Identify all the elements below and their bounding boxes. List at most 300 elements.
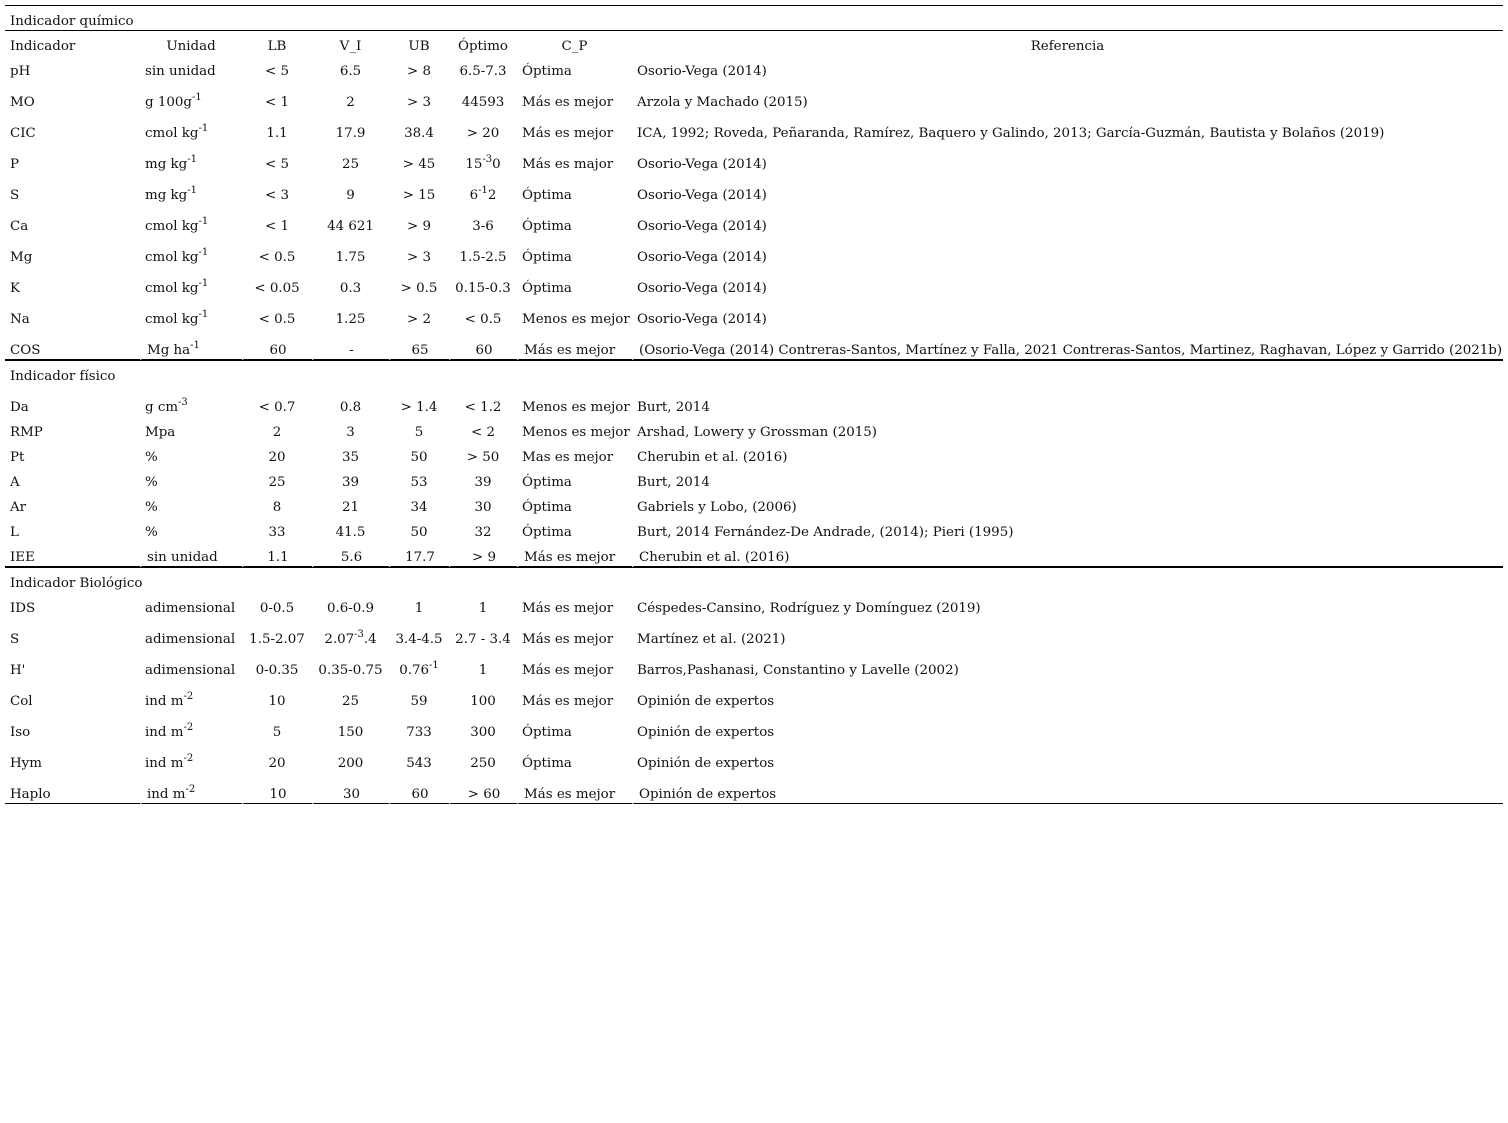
- cell-optimo: [449, 297, 517, 328]
- cell-lb: [242, 679, 312, 710]
- cell-indicador: [5, 466, 140, 491]
- table-row: [5, 592, 1503, 617]
- cell-optimo: [449, 592, 517, 617]
- vi: 39: [341, 475, 360, 490]
- optimo: 6.5-7.3: [459, 64, 507, 79]
- ub: 38.4: [404, 126, 434, 141]
- cell-ub: [389, 592, 449, 617]
- cell-lb: [242, 111, 312, 142]
- ub: 17.7: [405, 550, 435, 565]
- unidad: Mpa: [145, 425, 176, 440]
- cell-cp: [517, 385, 632, 416]
- lb-value: 5: [272, 725, 282, 740]
- indicador-value: Na: [10, 312, 30, 327]
- cell-referencia: [632, 55, 1503, 80]
- cell-indicador: [5, 516, 140, 541]
- cell-ub: [389, 297, 449, 328]
- header-cp: C_P: [561, 39, 588, 54]
- vi: 200: [337, 756, 364, 771]
- ub: 1: [414, 601, 424, 616]
- cell-ub: [389, 466, 449, 491]
- cell-optimo: [449, 466, 517, 491]
- cell-referencia: [632, 416, 1503, 441]
- referencia-value: Burt, 2014: [637, 400, 710, 415]
- cell-unidad: [140, 204, 242, 235]
- cell-ub: [389, 328, 449, 360]
- ub-exponent: -1: [429, 659, 439, 671]
- cell-lb: [242, 441, 312, 466]
- cp-value: Menos es mejor: [522, 425, 630, 440]
- cell-unidad: [140, 617, 242, 648]
- cell-vi: [312, 297, 389, 328]
- optimo: 1: [478, 663, 488, 678]
- cell-cp: [517, 541, 632, 567]
- lb-value: < 3: [265, 188, 289, 203]
- unidad: %: [145, 525, 158, 540]
- cell-lb: [242, 385, 312, 416]
- cp-value: Más es major: [522, 157, 614, 172]
- section-title: [5, 567, 1503, 592]
- unidad: adimensional: [145, 632, 236, 647]
- cell-referencia: [632, 741, 1503, 772]
- indicador-value: CIC: [10, 126, 36, 141]
- cell-lb: [242, 772, 312, 804]
- indicador-value: IEE: [10, 550, 35, 565]
- cell-vi: [312, 710, 389, 741]
- cell-optimo: [449, 617, 517, 648]
- cp-value: Óptima: [522, 475, 572, 490]
- unidad-exponent: -1: [190, 339, 200, 351]
- ub: > 8: [407, 64, 431, 79]
- table-row: [5, 204, 1503, 235]
- lb-value: 0-0.35: [255, 663, 299, 678]
- vi: 9: [346, 188, 355, 203]
- cell-indicador: [5, 541, 140, 567]
- cell-unidad: [140, 516, 242, 541]
- cell-optimo: [449, 541, 517, 567]
- unidad-exponent: -3: [178, 396, 188, 408]
- cell-vi: [312, 80, 389, 111]
- optimo: < 1.2: [464, 400, 502, 415]
- ub: 34: [410, 500, 428, 515]
- cell-lb: [242, 592, 312, 617]
- optimo: 1.5-2.5: [459, 250, 507, 265]
- optimo: 44593: [461, 95, 505, 110]
- vi: 44 621: [327, 219, 374, 234]
- cell-cp: [517, 741, 632, 772]
- cell-unidad: [140, 235, 242, 266]
- cell-vi: [312, 592, 389, 617]
- header-lb: LB: [267, 39, 287, 54]
- cell-unidad: [140, 266, 242, 297]
- cell-lb: [242, 266, 312, 297]
- cp-value: Óptima: [522, 281, 572, 296]
- optimo: 300: [470, 725, 496, 740]
- cell-ub: [389, 55, 449, 80]
- vi: 6.5: [339, 64, 362, 79]
- cell-cp: [517, 592, 632, 617]
- indicador-value: Ar: [10, 500, 27, 515]
- cell-cp: [517, 416, 632, 441]
- lb-value: < 0.5: [258, 250, 296, 265]
- optimo: 1: [478, 601, 488, 616]
- cell-unidad: [140, 491, 242, 516]
- ub: 53: [410, 475, 428, 490]
- ub: > 3: [407, 250, 431, 265]
- cell-unidad: [140, 328, 242, 360]
- cell-optimo: [449, 710, 517, 741]
- referencia-value: Cherubin et al. (2016): [637, 450, 788, 465]
- vi: 0.8: [339, 400, 362, 415]
- referencia-value: Martínez et al. (2021): [637, 632, 786, 647]
- cell-referencia: [632, 541, 1503, 567]
- unidad-base: ind m: [145, 725, 184, 740]
- section-title: [5, 5, 1503, 31]
- indicador-value: pH: [10, 64, 31, 79]
- ub: 733: [406, 725, 432, 740]
- cell-indicador: [5, 266, 140, 297]
- vi-exponent: -3: [354, 628, 364, 640]
- optimo: 32: [474, 525, 492, 540]
- referencia-value: Arzola y Machado (2015): [637, 95, 808, 110]
- lb-value: < 1: [265, 219, 289, 234]
- optimo: > 9: [472, 550, 496, 565]
- cell-referencia: [632, 297, 1503, 328]
- referencia-value: Cherubin et al. (2016): [639, 550, 790, 565]
- cp-value: Óptima: [522, 525, 572, 540]
- cell-indicador: [5, 55, 140, 80]
- cell-optimo: [449, 55, 517, 80]
- cell-unidad: [140, 416, 242, 441]
- lb-value: 10: [268, 694, 286, 709]
- cell-vi: [312, 111, 389, 142]
- cp-value: Óptima: [522, 250, 572, 265]
- optimo: > 50: [466, 450, 500, 465]
- ub: 50: [410, 525, 428, 540]
- cell-indicador: [5, 772, 140, 804]
- lb-value: 0-0.5: [259, 601, 295, 616]
- cell-referencia: [632, 142, 1503, 173]
- cell-cp: [517, 617, 632, 648]
- cell-lb: [242, 541, 312, 567]
- cell-vi: [312, 328, 389, 360]
- vi: 3: [346, 425, 355, 440]
- cell-indicador: [5, 491, 140, 516]
- cell-unidad: [140, 710, 242, 741]
- unidad: %: [145, 500, 158, 515]
- cell-vi: [312, 235, 389, 266]
- unidad-base: Mg ha: [147, 343, 191, 358]
- vi: 25: [341, 157, 360, 172]
- cp-value: Más es mejor: [524, 550, 616, 565]
- ub: 543: [406, 756, 432, 771]
- cell-vi: [312, 416, 389, 441]
- cell-ub: [389, 416, 449, 441]
- cp-value: Más es mejor: [522, 95, 614, 110]
- cell-referencia: [632, 710, 1503, 741]
- cell-unidad: [140, 441, 242, 466]
- unidad: sin unidad: [147, 550, 218, 565]
- unidad-base: ind m: [145, 756, 184, 771]
- cell-unidad: [140, 466, 242, 491]
- ub: 59: [410, 694, 428, 709]
- lb-value: 1.1: [267, 550, 289, 565]
- cell-optimo: [449, 173, 517, 204]
- table-row: [5, 385, 1503, 416]
- cell-cp: [517, 772, 632, 804]
- unidad-exponent: -1: [191, 91, 202, 103]
- indicador-value: S: [10, 632, 20, 647]
- vi: 41.5: [335, 525, 366, 540]
- cell-indicador: [5, 80, 140, 111]
- cp-value: Más es mejor: [524, 787, 616, 802]
- unidad-base: cmol kg: [145, 250, 199, 265]
- indicator-table: [5, 5, 1503, 804]
- cell-referencia: [632, 235, 1503, 266]
- cell-optimo: [449, 416, 517, 441]
- indicador-value: Iso: [10, 725, 31, 740]
- unidad-exponent: -1: [187, 153, 197, 165]
- lb-value: 25: [268, 475, 286, 490]
- optimo-tail: 2: [487, 188, 497, 203]
- vi: 0.6-0.9: [326, 601, 375, 616]
- ub: > 1.4: [400, 400, 438, 415]
- vi-base: 2.07: [324, 632, 355, 647]
- cell-optimo: [449, 80, 517, 111]
- table-row: [5, 466, 1503, 491]
- lb-value: 33: [268, 525, 286, 540]
- referencia-value: Opinión de expertos: [637, 725, 775, 740]
- cell-cp: [517, 111, 632, 142]
- cell-ub: [389, 491, 449, 516]
- unidad-exponent: -1: [198, 246, 209, 258]
- referencia-value: ICA, 1992; Roveda, Peñaranda, Ramírez, Baquero y Galindo, 2013; García-Guzmán, Bautista y Bolaños (2019): [637, 126, 1385, 141]
- unidad-exponent: -2: [183, 752, 194, 764]
- indicador-value: Ca: [10, 219, 29, 234]
- cell-referencia: [632, 204, 1503, 235]
- table-row: [5, 416, 1503, 441]
- cp-value: Óptima: [522, 219, 572, 234]
- section-title-text: Indicador Biológico: [10, 576, 143, 591]
- cell-indicador: [5, 441, 140, 466]
- cell-cp: [517, 266, 632, 297]
- cell-referencia: [632, 617, 1503, 648]
- cell-ub: [389, 516, 449, 541]
- table-row: [5, 328, 1503, 360]
- header-vi: V_I: [339, 39, 362, 54]
- optimo-base: 15: [465, 157, 483, 172]
- cell-vi: [312, 491, 389, 516]
- cell-optimo: [449, 385, 517, 416]
- optimo-exponent: -3: [482, 153, 493, 165]
- cp-value: Mas es mejor: [522, 450, 614, 465]
- vi: 17.9: [335, 126, 366, 141]
- header-optimo: Óptimo: [458, 39, 508, 54]
- unidad-exponent: -1: [198, 215, 209, 227]
- vi: 30: [342, 787, 361, 802]
- unidad-base: g 100g: [145, 95, 192, 110]
- unidad: adimensional: [145, 601, 236, 616]
- unidad-base: cmol kg: [145, 281, 199, 296]
- cell-unidad: [140, 592, 242, 617]
- optimo: 60: [475, 343, 493, 358]
- cell-unidad: [140, 741, 242, 772]
- referencia-value: Osorio-Vega (2014): [637, 281, 767, 296]
- lb-value: 20: [268, 450, 286, 465]
- cell-cp: [517, 80, 632, 111]
- header-indicador: Indicador: [10, 39, 76, 54]
- cell-lb: [242, 328, 312, 360]
- cell-ub: [389, 204, 449, 235]
- optimo: 2.7 - 3.4: [455, 632, 511, 647]
- indicador-value: Mg: [10, 250, 33, 265]
- ub: 3.4-4.5: [395, 632, 443, 647]
- unidad-exponent: -1: [187, 184, 197, 196]
- unidad-base: ind m: [145, 694, 184, 709]
- ub: 65: [411, 343, 429, 358]
- section-title-text: Indicador físico: [10, 369, 116, 384]
- lb-value: 1.5-2.07: [249, 632, 305, 647]
- cell-vi: [312, 466, 389, 491]
- optimo-base: 6: [469, 188, 479, 203]
- ub: 5: [414, 425, 424, 440]
- cell-indicador: [5, 592, 140, 617]
- optimo: 250: [470, 756, 496, 771]
- unidad-exponent: -1: [198, 122, 209, 134]
- cell-indicador: [5, 204, 140, 235]
- cp-value: Óptima: [522, 188, 572, 203]
- unidad: %: [145, 450, 158, 465]
- cell-unidad: [140, 385, 242, 416]
- optimo-tail: 0: [492, 157, 501, 172]
- cp-value: Más es mejor: [522, 663, 614, 678]
- ub: > 2: [407, 312, 431, 327]
- indicador-value: IDS: [10, 601, 36, 616]
- lb-value: < 0.7: [258, 400, 296, 415]
- cell-optimo: [449, 679, 517, 710]
- referencia-value: Osorio-Vega (2014): [637, 64, 767, 79]
- cell-indicador: [5, 111, 140, 142]
- cell-indicador: [5, 416, 140, 441]
- table-row: [5, 142, 1503, 173]
- unidad-base: mg kg: [145, 188, 188, 203]
- section-header-row: [5, 5, 1503, 31]
- cell-optimo: [449, 328, 517, 360]
- unidad-exponent: -2: [183, 690, 194, 702]
- optimo: 30: [474, 500, 492, 515]
- optimo: 3-6: [472, 219, 494, 234]
- referencia-value: Arshad, Lowery y Grossman (2015): [637, 425, 878, 440]
- cell-referencia: [632, 80, 1503, 111]
- cell-indicador: [5, 741, 140, 772]
- cell-optimo: [449, 111, 517, 142]
- indicador-value: H': [10, 663, 26, 678]
- cell-referencia: [632, 328, 1503, 360]
- cell-lb: [242, 648, 312, 679]
- ub: > 0.5: [400, 281, 438, 296]
- cell-optimo: [449, 266, 517, 297]
- cell-lb: [242, 710, 312, 741]
- ub: > 45: [402, 157, 436, 172]
- vi: -: [349, 343, 354, 358]
- cell-indicador: [5, 173, 140, 204]
- cell-optimo: [449, 142, 517, 173]
- cell-ub: [389, 235, 449, 266]
- cell-ub: [389, 142, 449, 173]
- cp-value: Óptima: [522, 64, 572, 79]
- table-row: [5, 617, 1503, 648]
- table-row: [5, 679, 1503, 710]
- table-row: [5, 297, 1503, 328]
- lb-value: 20: [268, 756, 286, 771]
- cell-vi: [312, 516, 389, 541]
- table-row: [5, 111, 1503, 142]
- optimo: 39: [474, 475, 492, 490]
- vi: 0.3: [339, 281, 362, 296]
- cell-lb: [242, 142, 312, 173]
- section-header-row: [5, 567, 1503, 592]
- cell-ub: [389, 385, 449, 416]
- cell-ub: [389, 679, 449, 710]
- cell-indicador: [5, 235, 140, 266]
- cell-cp: [517, 648, 632, 679]
- cell-vi: [312, 266, 389, 297]
- cell-ub: [389, 617, 449, 648]
- indicador-value: L: [10, 525, 19, 540]
- cell-cp: [517, 466, 632, 491]
- referencia-value: Osorio-Vega (2014): [637, 312, 767, 327]
- table-row: [5, 491, 1503, 516]
- cell-vi: [312, 772, 389, 804]
- cell-indicador: [5, 385, 140, 416]
- referencia-value: Osorio-Vega (2014): [637, 250, 767, 265]
- cell-referencia: [632, 679, 1503, 710]
- cell-lb: [242, 235, 312, 266]
- cp-value: Óptima: [522, 725, 572, 740]
- cell-cp: [517, 679, 632, 710]
- cell-cp: [517, 142, 632, 173]
- cell-optimo: [449, 772, 517, 804]
- table-row: [5, 80, 1503, 111]
- referencia-value: (Osorio-Vega (2014) Contreras-Santos, Martínez y Falla, 2021 Contreras-Santos, Martinez, Raghavan, López y Garrido (2021b): [639, 343, 1503, 358]
- cell-lb: [242, 416, 312, 441]
- cell-vi: [312, 142, 389, 173]
- cell-unidad: [140, 772, 242, 804]
- cell-referencia: [632, 648, 1503, 679]
- cp-value: Más es mejor: [524, 343, 616, 358]
- table-row: [5, 772, 1503, 804]
- cell-referencia: [632, 385, 1503, 416]
- cell-indicador: [5, 617, 140, 648]
- optimo: > 20: [466, 126, 500, 141]
- cell-vi: [312, 741, 389, 772]
- optimo: 100: [470, 694, 496, 709]
- cell-cp: [517, 55, 632, 80]
- cell-lb: [242, 173, 312, 204]
- cell-cp: [517, 235, 632, 266]
- cp-value: Menos es mejor: [522, 400, 630, 415]
- cell-optimo: [449, 204, 517, 235]
- cell-optimo: [449, 741, 517, 772]
- cell-lb: [242, 741, 312, 772]
- cp-value: Más es mejor: [522, 126, 614, 141]
- vi: 0.35-0.75: [318, 663, 383, 678]
- cell-cp: [517, 173, 632, 204]
- cell-ub: [389, 741, 449, 772]
- indicador-value: P: [10, 157, 20, 172]
- cell-lb: [242, 617, 312, 648]
- cell-cp: [517, 328, 632, 360]
